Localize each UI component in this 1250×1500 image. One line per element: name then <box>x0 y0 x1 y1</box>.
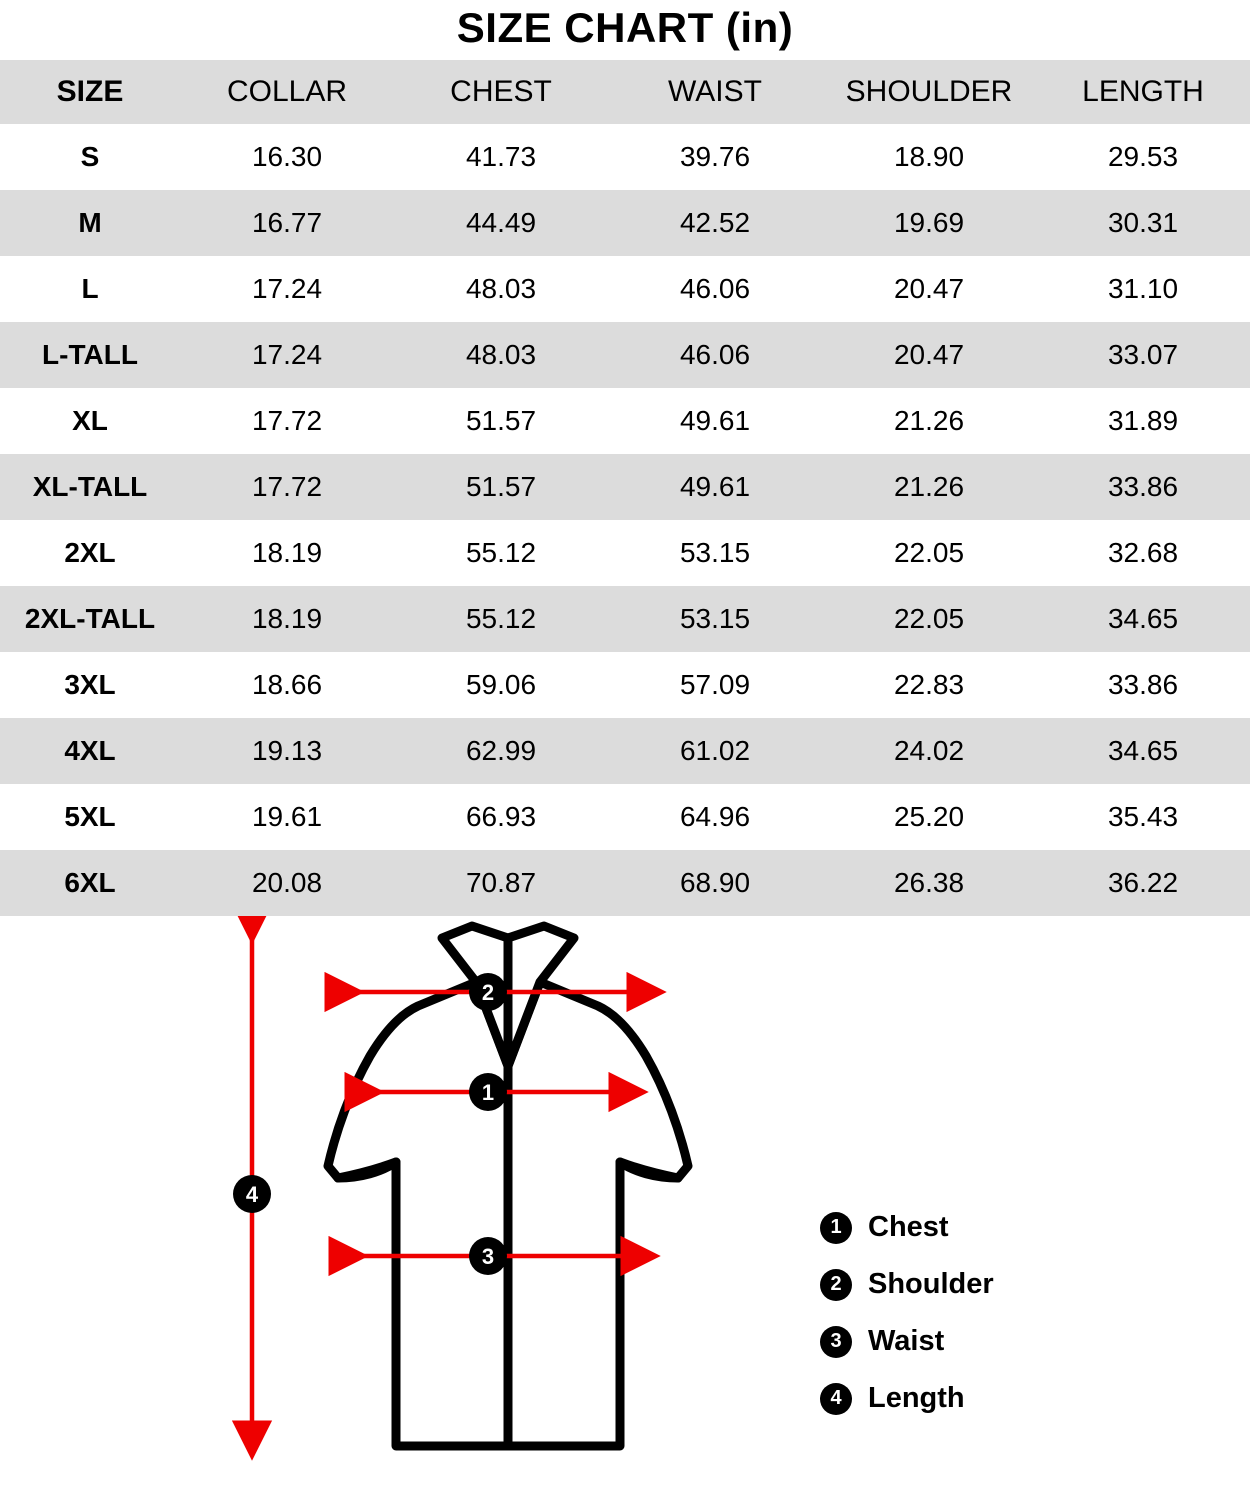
cell-chest: 41.73 <box>465 141 537 172</box>
table-row <box>0 322 1250 388</box>
cell-waist: 53.15 <box>679 537 751 568</box>
legend-label-chest: Chest <box>868 1211 949 1243</box>
legend-item-length <box>820 1382 994 1415</box>
legend-badge-3: 3 <box>820 1326 852 1358</box>
table-row <box>0 256 1250 322</box>
cell-collar: 17.24 <box>251 339 323 370</box>
cell-size: 3XL <box>64 669 116 700</box>
legend-item-waist <box>820 1325 994 1358</box>
cell-chest: 55.12 <box>465 537 537 568</box>
diagram-legend <box>820 1211 994 1415</box>
cell-waist: 49.61 <box>679 405 751 436</box>
cell-collar: 16.30 <box>251 141 323 172</box>
cell-chest: 59.06 <box>465 669 537 700</box>
cell-waist: 46.06 <box>679 339 751 370</box>
cell-collar: 19.61 <box>251 801 323 832</box>
cell-size: L <box>81 273 99 304</box>
cell-shoulder: 18.90 <box>893 141 965 172</box>
cell-collar: 20.08 <box>251 867 323 898</box>
table-row <box>0 784 1250 850</box>
table-row <box>0 718 1250 784</box>
cell-collar: 17.72 <box>251 405 323 436</box>
cell-waist: 49.61 <box>679 471 751 502</box>
cell-shoulder: 22.05 <box>893 537 965 568</box>
cell-collar: 18.19 <box>251 603 323 634</box>
cell-shoulder: 21.26 <box>893 405 965 436</box>
marker-badge-chest <box>469 1073 507 1111</box>
cell-length: 29.53 <box>1107 141 1179 172</box>
cell-shoulder: 26.38 <box>893 867 965 898</box>
cell-chest: 62.99 <box>465 735 537 766</box>
legend-label-shoulder: Shoulder <box>868 1268 994 1300</box>
cell-chest: 51.57 <box>465 405 537 436</box>
cell-length: 34.65 <box>1107 603 1179 634</box>
cell-length: 35.43 <box>1107 801 1179 832</box>
column-header-waist: WAIST <box>608 60 822 124</box>
table-row <box>0 520 1250 586</box>
table-row <box>0 850 1250 916</box>
column-header-length: LENGTH <box>1036 60 1250 124</box>
marker-badge-length <box>233 1175 271 1213</box>
column-header-size: SIZE <box>0 60 180 124</box>
svg-text:3: 3 <box>481 1244 495 1269</box>
cell-size: S <box>80 141 100 172</box>
legend-badge-2: 2 <box>820 1269 852 1301</box>
cell-chest: 70.87 <box>465 867 537 898</box>
legend-badge-1: 1 <box>820 1212 852 1244</box>
table-row <box>0 586 1250 652</box>
cell-waist: 39.76 <box>679 141 751 172</box>
legend-item-chest <box>820 1211 994 1244</box>
marker-badge-shoulder <box>469 973 507 1011</box>
table-row <box>0 190 1250 256</box>
cell-waist: 61.02 <box>679 735 751 766</box>
table-body <box>0 124 1250 916</box>
cell-shoulder: 21.26 <box>893 471 965 502</box>
cell-size: L-TALL <box>42 339 138 370</box>
table-row <box>0 652 1250 718</box>
cell-chest: 66.93 <box>465 801 537 832</box>
cell-length: 36.22 <box>1107 867 1179 898</box>
cell-size: 4XL <box>64 735 116 766</box>
legend-label-length: Length <box>868 1382 965 1414</box>
legend-label-waist: Waist <box>868 1325 945 1357</box>
table-row <box>0 388 1250 454</box>
cell-size: 5XL <box>64 801 116 832</box>
page-title: SIZE CHART (in) <box>456 4 794 51</box>
cell-waist: 64.96 <box>679 801 751 832</box>
measurement-diagram <box>0 916 1250 1476</box>
cell-size: 2XL-TALL <box>24 603 156 634</box>
cell-length: 33.86 <box>1107 471 1179 502</box>
legend-badge-4: 4 <box>820 1383 852 1415</box>
cell-length: 32.68 <box>1107 537 1179 568</box>
cell-size: XL-TALL <box>32 471 148 502</box>
svg-text:2: 2 <box>481 980 495 1005</box>
cell-size: M <box>78 207 102 238</box>
cell-chest: 51.57 <box>465 471 537 502</box>
cell-shoulder: 20.47 <box>893 273 965 304</box>
cell-shoulder: 25.20 <box>893 801 965 832</box>
cell-chest: 48.03 <box>465 273 537 304</box>
table-header-row <box>0 60 1250 124</box>
cell-waist: 53.15 <box>679 603 751 634</box>
cell-shoulder: 20.47 <box>893 339 965 370</box>
table-row <box>0 124 1250 190</box>
cell-size: 2XL <box>64 537 116 568</box>
cell-collar: 17.72 <box>251 471 323 502</box>
cell-waist: 57.09 <box>679 669 751 700</box>
cell-length: 31.10 <box>1107 273 1179 304</box>
marker-badge-waist <box>469 1237 507 1275</box>
cell-shoulder: 24.02 <box>893 735 965 766</box>
cell-length: 33.86 <box>1107 669 1179 700</box>
legend-item-shoulder <box>820 1268 994 1301</box>
cell-chest: 44.49 <box>465 207 537 238</box>
cell-chest: 55.12 <box>465 603 537 634</box>
cell-collar: 18.19 <box>251 537 323 568</box>
cell-size: 6XL <box>64 867 116 898</box>
cell-collar: 16.77 <box>251 207 323 238</box>
cell-shoulder: 22.83 <box>893 669 965 700</box>
svg-text:4: 4 <box>245 1182 259 1207</box>
table-header <box>0 60 1250 124</box>
cell-length: 30.31 <box>1107 207 1179 238</box>
cell-size: XL <box>72 405 108 436</box>
svg-text:1: 1 <box>481 1080 495 1105</box>
cell-chest: 48.03 <box>465 339 537 370</box>
column-header-chest: CHEST <box>394 60 608 124</box>
cell-waist: 42.52 <box>679 207 751 238</box>
cell-length: 33.07 <box>1107 339 1179 370</box>
cell-waist: 68.90 <box>679 867 751 898</box>
size-chart-table <box>0 60 1250 916</box>
cell-collar: 18.66 <box>251 669 323 700</box>
column-header-shoulder: SHOULDER <box>822 60 1036 124</box>
column-header-collar: COLLAR <box>180 60 394 124</box>
shirt-illustration <box>210 916 810 1476</box>
cell-waist: 46.06 <box>679 273 751 304</box>
cell-collar: 17.24 <box>251 273 323 304</box>
table-row <box>0 454 1250 520</box>
cell-length: 31.89 <box>1107 405 1179 436</box>
cell-length: 34.65 <box>1107 735 1179 766</box>
cell-shoulder: 22.05 <box>893 603 965 634</box>
cell-collar: 19.13 <box>251 735 323 766</box>
cell-shoulder: 19.69 <box>893 207 965 238</box>
